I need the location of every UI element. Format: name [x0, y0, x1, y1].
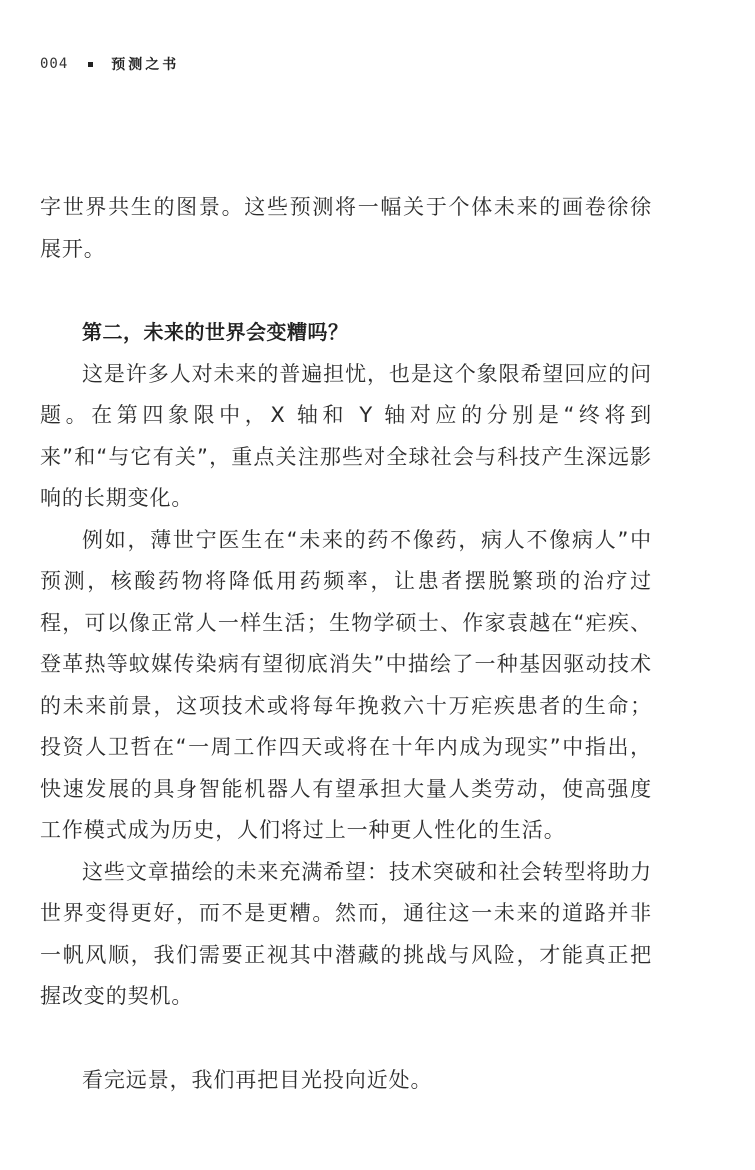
section-heading: 第二，未来的世界会变糟吗？ — [82, 320, 349, 344]
page-number: 004 — [40, 56, 69, 72]
page-body — [40, 187, 652, 1101]
paragraph-closing: 看完远景，我们再把目光投向近处。 — [82, 1067, 433, 1092]
paragraph-intro: 这是许多人对未来的普遍担忧，也是这个象限希望回应的问题。在第四象限中，X 轴和 Y 轴对应的分别是“终将到来”和“与它有关”，重点关注那些对全球社会与科技产生深远影响的长期变化。 — [40, 361, 652, 510]
section-spacer — [40, 270, 652, 312]
paragraph-examples: 例如，薄世宁医生在“未来的药不像药，病人不像病人”中预测，核酸药物将降低用药频率，让患者摆脱繁琐的治疗过程，可以像正常人一样生活；生物学硕士、作家袁越在“疟疾、登革热等蚊媒传染病有望彻底消失”中描绘了一种基因驱动技术的未来前景，这项技术或将每年挽救六十万疟疾患者的生命；投资人卫哲在“一周工作四天或将在十年内成为现实”中指出，快速发展的具身智能机器人有望承担大量人类劳动，使高强度工作模式成为历史，人们将过上一种更人性化的生活。 — [40, 527, 652, 842]
paragraph-continuation: 字世界共生的图景。这些预测将一幅关于个体未来的画卷徐徐展开。 — [40, 195, 652, 261]
header-bullet-separator — [88, 62, 93, 67]
book-title: 预测之书 — [111, 57, 180, 73]
closing-spacer — [40, 1018, 652, 1060]
paragraph-summary: 这些文章描绘的未来充满希望：技术突破和社会转型将助力世界变得更好，而不是更糟。然而，通往这一未来的道路并非一帆风顺，我们需要正视其中潜藏的挑战与风险，才能真正把握改变的契机。 — [40, 859, 652, 1008]
running-header — [40, 54, 179, 74]
